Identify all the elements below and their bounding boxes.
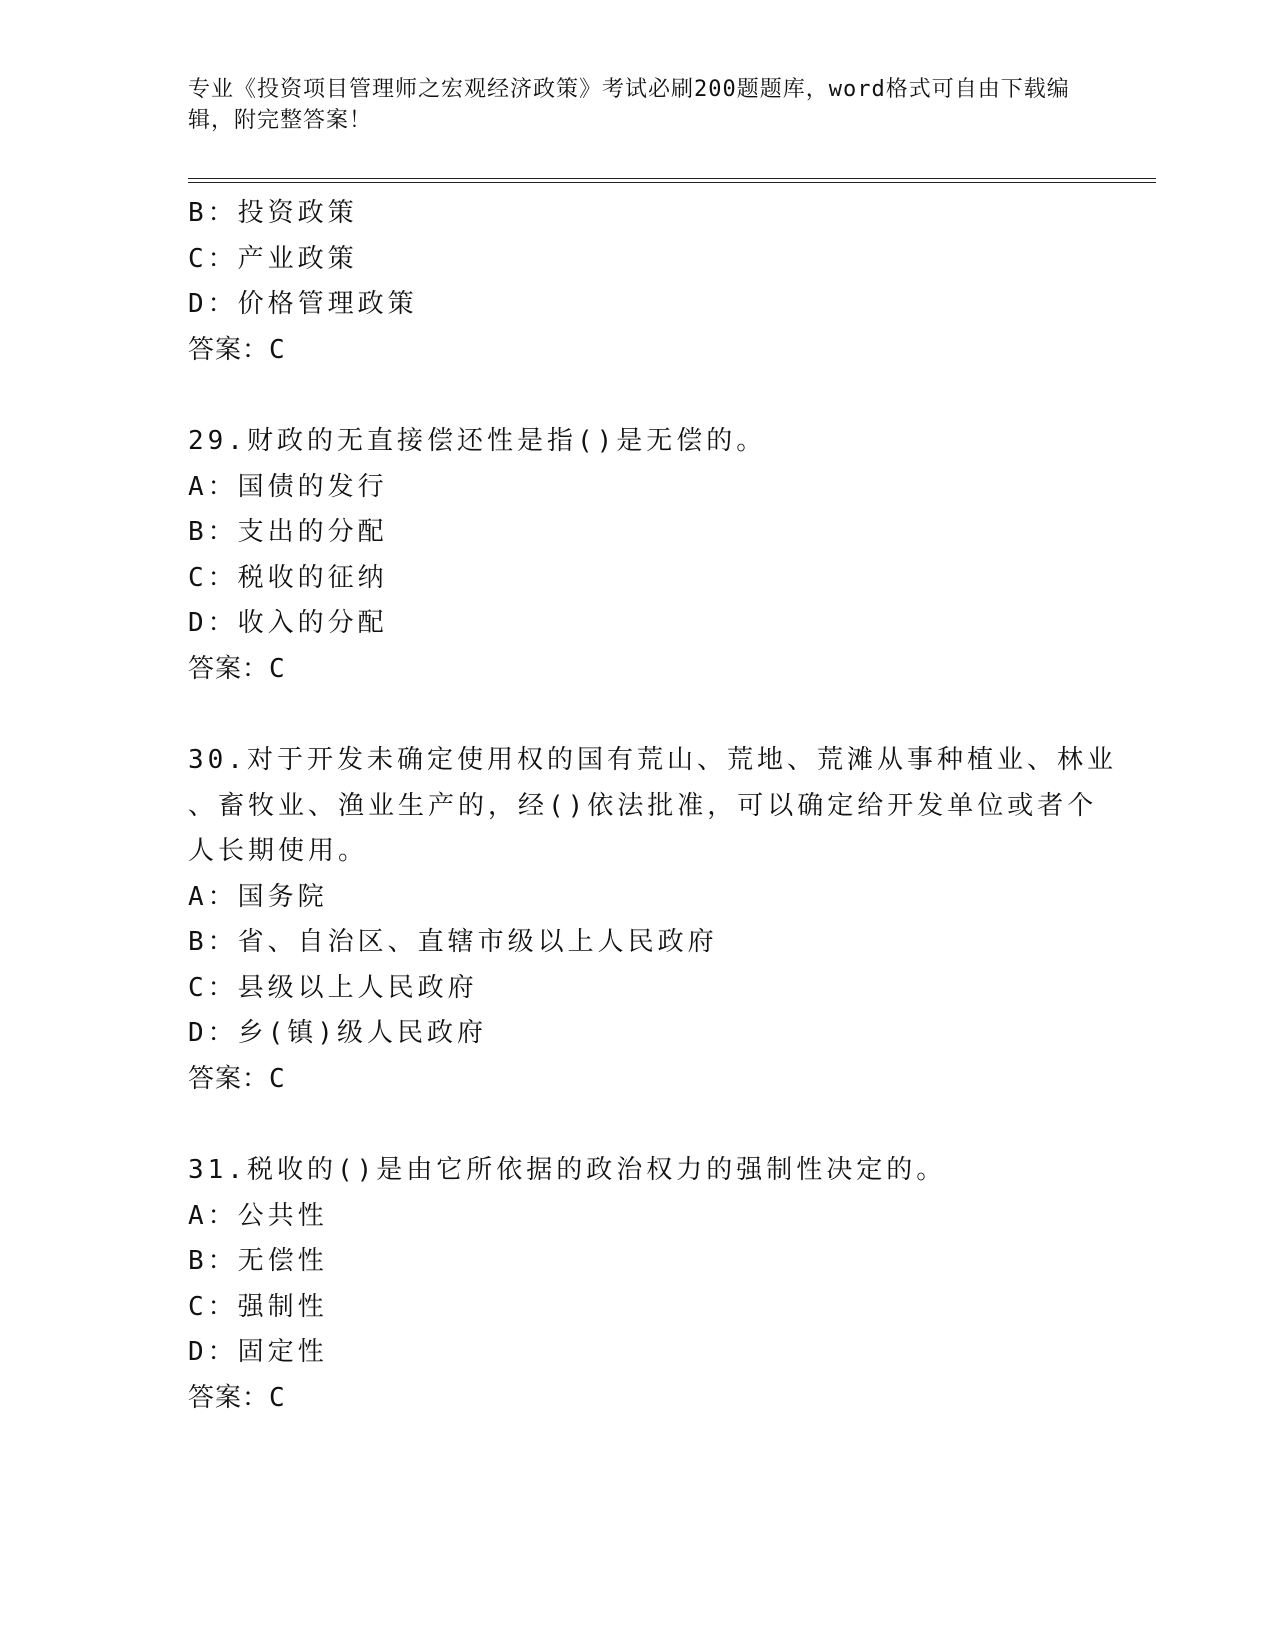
answer-label: 答案：: [188, 334, 270, 365]
option-d: D：乡(镇)级人民政府: [188, 1018, 487, 1048]
answer-label: 答案：: [188, 1382, 270, 1413]
header-rule-top: [188, 178, 1156, 179]
question-30: [188, 738, 1117, 1102]
option-c: C：县级以上人民政府: [188, 972, 478, 1003]
answer-value: C: [269, 1382, 286, 1413]
question-text-line-3: 人长期使用。: [188, 836, 369, 866]
option-c: C：税收的征纳: [188, 562, 388, 593]
document-header: 专业《投资项目管理师之宏观经济政策》考试必刷200题题库，word格式可自由下载编辑，附完整答案！: [188, 77, 1070, 133]
answer-line: [188, 1376, 1088, 1422]
question-29: [188, 419, 1088, 692]
question-list: [188, 191, 1117, 1421]
question-text-line-2: 、畜牧业、渔业生产的，经()依法批准，可以确定给开发单位或者个: [188, 790, 1098, 821]
answer-label: 答案：: [188, 653, 270, 684]
answer-line: [188, 328, 1088, 374]
answer-line: [188, 1057, 1088, 1103]
option-d: D：固定性: [188, 1337, 328, 1367]
option-b: B：无偿性: [188, 1246, 328, 1276]
option-a: A：公共性: [188, 1200, 328, 1231]
option-a: A：国务院: [188, 881, 328, 912]
option-d: D：收入的分配: [188, 608, 388, 638]
question-continued: [188, 191, 1088, 373]
answer-value: C: [269, 334, 286, 365]
option-c: C：强制性: [188, 1291, 328, 1322]
option-b: B：省、自治区、直辖市级以上人民政府: [188, 927, 718, 957]
option-b: B：投资政策: [188, 198, 358, 228]
answer-value: C: [269, 1063, 286, 1094]
option-b: B：支出的分配: [188, 517, 388, 547]
answer-value: C: [269, 653, 286, 684]
question-text: 29.财政的无直接偿还性是指()是无偿的。: [188, 426, 767, 456]
answer-label: 答案：: [188, 1063, 270, 1094]
question-31: [188, 1148, 1088, 1421]
header-rule-bottom: [188, 182, 1156, 183]
option-a: A：国债的发行: [188, 471, 388, 502]
option-d: D：价格管理政策: [188, 289, 418, 319]
question-text-line-1: 30.对于开发未确定使用权的国有荒山、荒地、荒滩从事种植业、林业: [188, 745, 1117, 775]
answer-line: [188, 647, 1088, 693]
question-text: 31.税收的()是由它所依据的政治权力的强制性决定的。: [188, 1155, 947, 1185]
option-c: C：产业政策: [188, 243, 358, 274]
